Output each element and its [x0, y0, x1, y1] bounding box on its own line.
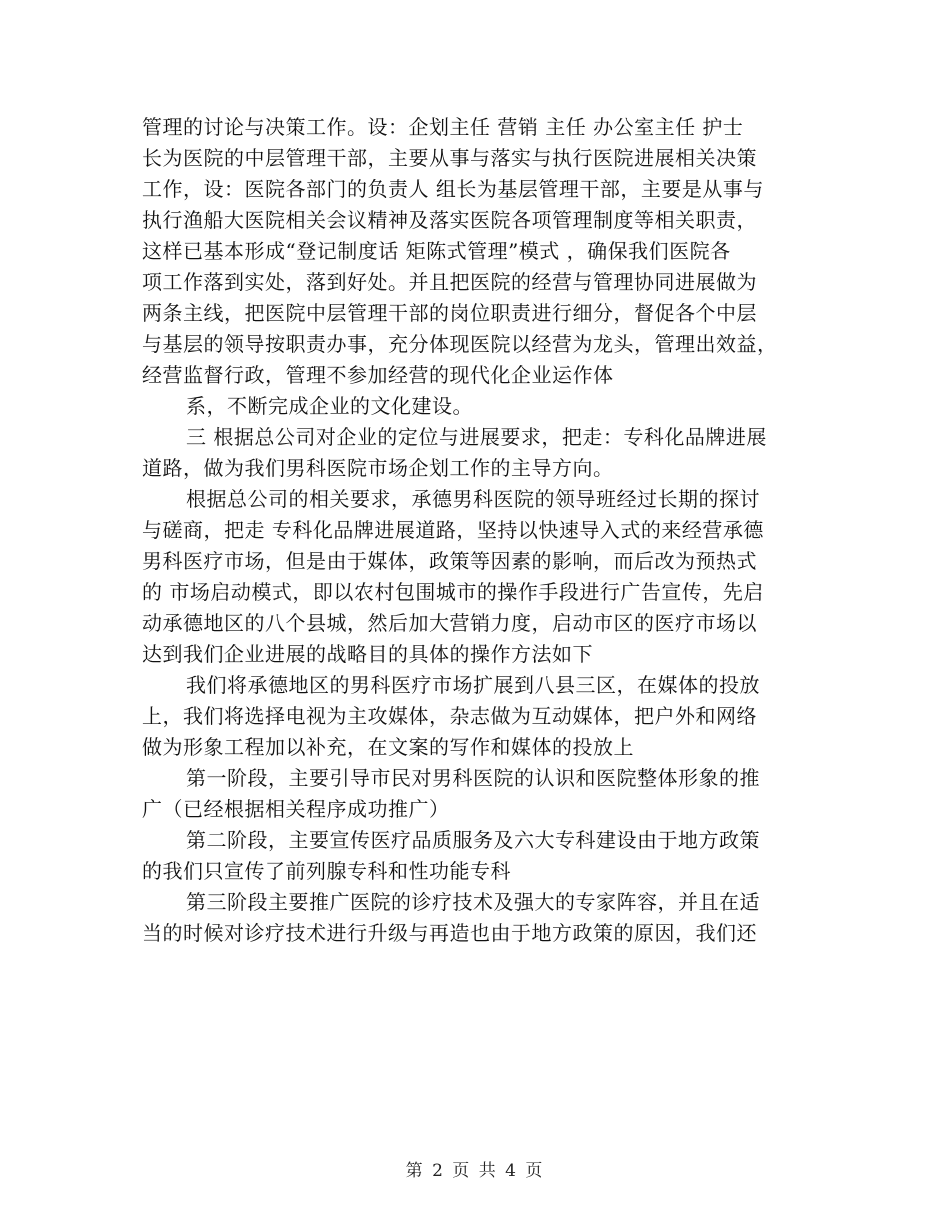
text-line: 第三阶段主要推广医院的诊疗技术及强大的专家阵容，并且在适	[186, 890, 760, 914]
document-body	[142, 112, 807, 949]
text-line: 上，我们将选择电视为主攻媒体，杂志做为互动媒体，把户外和网络	[142, 704, 757, 728]
text-line: 项工作落到实处，落到好处。并且把医院的经营与管理协同进展做为	[142, 270, 757, 294]
text-line: 广（已经根据相关程序成功推广）	[142, 797, 450, 821]
text-line: 根据总公司的相关要求，承德男科医院的领导班经过长期的探讨	[186, 487, 760, 511]
text-line: 男科医疗市场，但是由于媒体，政策等因素的影响，而后改为预热式	[142, 549, 757, 573]
text-line: 管理的讨论与决策工作。设：企划主任 营销 主任 办公室主任 护士	[142, 115, 744, 139]
text-line: 两条主线，把医院中层管理干部的岗位职责进行细分，督促各个中层	[142, 301, 757, 325]
text-line: 动承德地区的八个县城，然后加大营销力度，启动市区的医疗市场以	[142, 611, 757, 635]
text-line: 做为形象工程加以补充，在文案的写作和媒体的投放上	[142, 735, 634, 759]
text-line: 系，不断完成企业的文化建设。	[186, 394, 473, 418]
text-line: 道路，做为我们男科医院市场企划工作的主导方向。	[142, 456, 614, 480]
text-line: 第一阶段，主要引导市民对男科医院的认识和医院整体形象的推	[186, 766, 760, 790]
text-line: 三 根据总公司对企业的定位与进展要求，把走：专科化品牌进展	[186, 425, 767, 449]
text-line: 执行渔船大医院相关会议精神及落实医院各项管理制度等相关职责，	[142, 208, 757, 232]
page-number-label: 第 2 页 共 4 页	[405, 1161, 545, 1181]
text-line: 工作，设：医院各部门的负责人 组长为基层管理干部，主要是从事与	[142, 177, 764, 201]
text-line: 与基层的领导按职责办事，充分体现医院以经营为龙头，管理出效益，	[142, 332, 778, 356]
text-line: 经营监督行政，管理不参加经营的现代化企业运作体	[142, 363, 614, 387]
text-line: 的 市场启动模式，即以农村包围城市的操作手段进行广告宣传，先启	[142, 580, 764, 604]
text-line: 长为医院的中层管理干部，主要从事与落实与执行医院进展相关决策	[142, 146, 757, 170]
text-line: 第二阶段，主要宣传医疗品质服务及六大专科建设由于地方政策	[186, 828, 760, 852]
text-line: 这样已基本形成“登记制度话 矩陈式管理”模式 ，确保我们医院各	[142, 239, 731, 263]
text-line: 与磋商，把走 专科化品牌进展道路，坚持以快速导入式的来经营承德	[142, 518, 764, 542]
text-line: 达到我们企业进展的战略目的具体的操作方法如下	[142, 642, 593, 666]
text-line: 我们将承德地区的男科医疗市场扩展到八县三区，在媒体的投放	[186, 673, 760, 697]
text-line: 的我们只宣传了前列腺专科和性功能专科	[142, 859, 511, 883]
text-line: 当的时候对诊疗技术进行升级与再造也由于地方政策的原因，我们还	[142, 921, 757, 945]
page-footer	[0, 1156, 950, 1181]
